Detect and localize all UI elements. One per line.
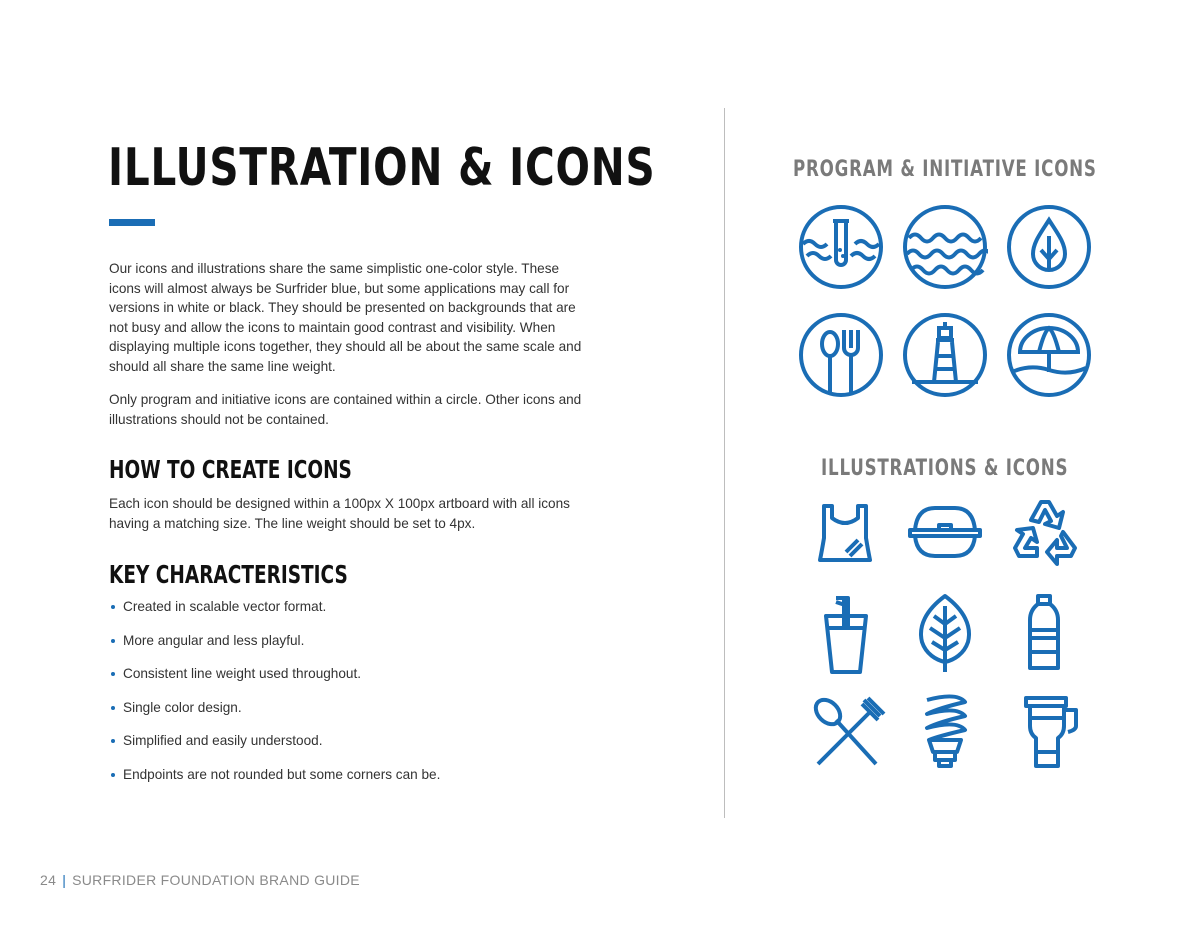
list-item: Created in scalable vector format. (109, 597, 440, 631)
illustrations-icons-heading: ILLUSTRATIONS & ICONS (821, 456, 1069, 481)
footer-label: SURFRIDER FOUNDATION BRAND GUIDE (72, 872, 360, 888)
list-item: Consistent line weight used throughout. (109, 664, 440, 698)
program-icons-heading: PROGRAM & INITIATIVE ICONS (793, 157, 1097, 182)
cfl-bulb-icon (915, 690, 975, 772)
intro-paragraph-2: Only program and initiative icons are contained within a circle. Other icons and illustrations should not be contained. (109, 392, 582, 427)
spoon-fork-cross-icon (806, 694, 888, 772)
food-container-icon (905, 498, 985, 568)
list-item: Simplified and easily understood. (109, 731, 440, 765)
intro-paragraph-1: Our icons and illustrations share the same simplistic one-color style. These icons will almost always be Surfrider blue, but some applications may call for versions in white or black. They should be presented on backgrounds that are not busy and allow the icons to maintain good contrast and visibility. When displaying multiple icons together, they should all be about the same scale and should all share the same line weight. (109, 261, 582, 374)
cup-straw-icon (814, 588, 874, 678)
how-to-create-icons-text: Each icon should be designed within a 100px X 100px artboard with all icons having a matching size. The line weight should be set to 4px. (109, 496, 570, 531)
list-item: More angular and less playful. (109, 631, 440, 665)
beach-umbrella-icon (1006, 312, 1092, 398)
water-bottle-icon (1024, 592, 1064, 674)
list-item: Single color design. (109, 698, 440, 732)
key-characteristics-heading: KEY CHARACTERISTICS (109, 560, 348, 589)
plastic-bag-icon (812, 498, 878, 568)
title-accent-bar (109, 219, 155, 226)
key-characteristics-list (109, 597, 440, 799)
water-drop-leaf-icon (1006, 204, 1092, 290)
lighthouse-icon (902, 312, 988, 398)
how-to-create-icons-heading: HOW TO CREATE ICONS (109, 455, 352, 484)
footer-separator: | (62, 872, 67, 888)
page-footer (40, 872, 360, 888)
leaf-icon (912, 592, 978, 674)
waves-icon (902, 204, 988, 290)
spoon-fork-icon (798, 312, 884, 398)
list-item: Endpoints are not rounded but some corners can be. (109, 765, 440, 799)
column-divider (724, 108, 725, 818)
page-title: ILLUSTRATION & ICONS (108, 138, 656, 198)
travel-mug-icon (1018, 690, 1084, 772)
page-number: 24 (40, 872, 57, 888)
recycle-icon (1007, 496, 1081, 570)
test-tube-water-icon (798, 204, 884, 290)
